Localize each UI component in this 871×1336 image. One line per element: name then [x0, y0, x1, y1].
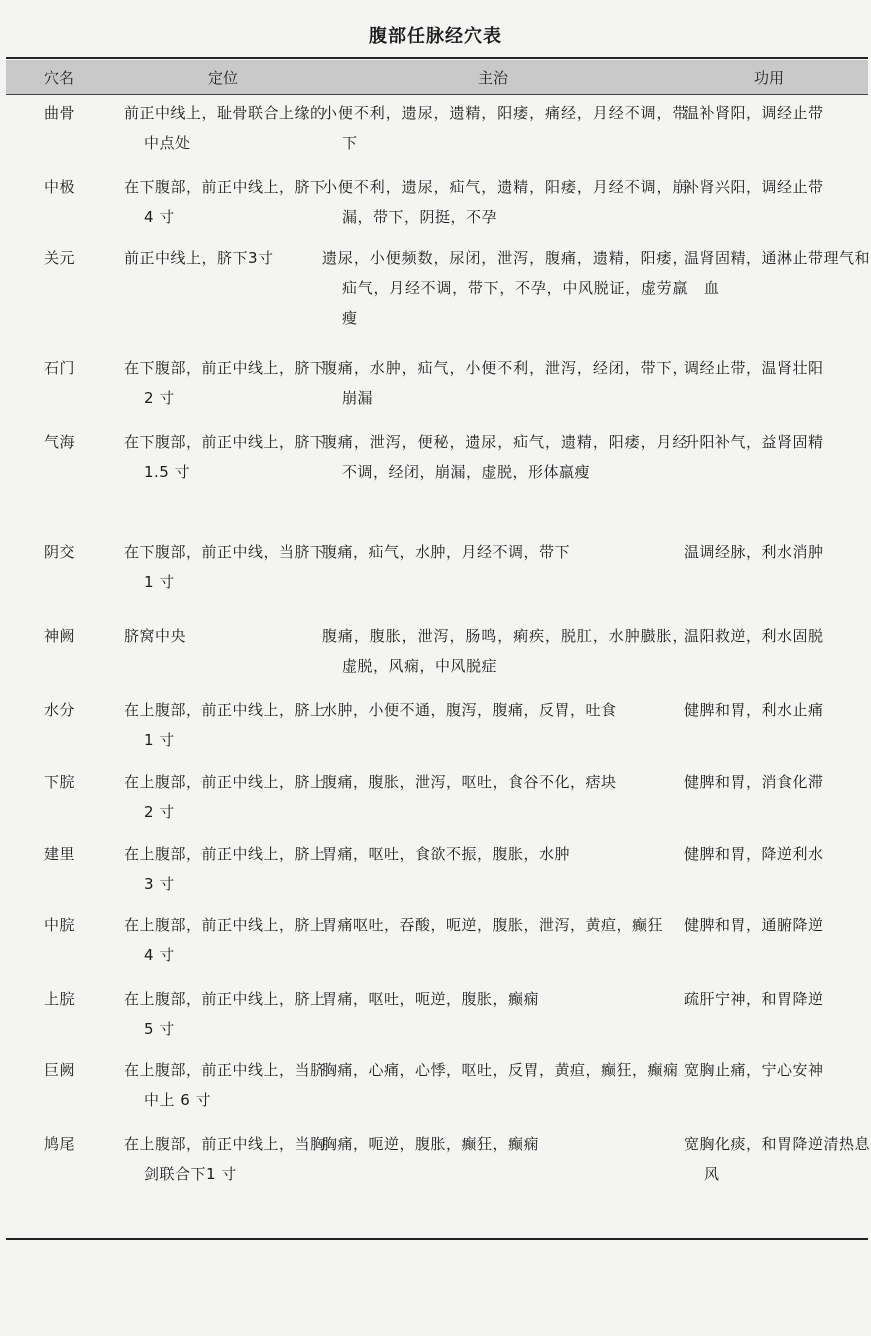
acupoint-location: 在上腹部，前正中线上，当胸剑联合下1 寸 — [124, 1135, 326, 1183]
acupoint-function: 温补肾阳，调经止带 — [684, 104, 824, 122]
acupoint-location: 在上腹部，前正中线上，脐上 1 寸 — [124, 701, 326, 749]
acupoint-indication: 遗尿，小便频数，尿闭，泄泻，腹痛，遗精，阳痿，疝气，月经不调，带下，不孕，中风脱证，虚劳羸瘦 — [322, 249, 688, 327]
acupoint-function: 健脾和胃，通腑降逆 — [684, 916, 824, 934]
acupoint-indication: 小便不利，遗尿，疝气，遗精，阳痿，月经不调，崩漏，带下，阴挺，不孕 — [322, 178, 688, 226]
header-location: 定位 — [208, 69, 239, 87]
acupoint-indication: 腹痛，腹胀，泄泻，肠鸣，痢疾，脱肛，水肿臌胀，虚脱，风痫，中风脱症 — [322, 627, 688, 675]
table-title: 腹部任脉经穴表 — [369, 26, 502, 47]
acupoint-indication: 腹痛，疝气，水肿，月经不调，带下 — [322, 543, 571, 561]
acupoint-name: 上脘 — [44, 990, 76, 1008]
acupoint-name: 水分 — [44, 701, 76, 719]
acupoint-indication: 腹痛，泄泻，便秘，遗尿，疝气，遗精，阳痿，月经不调，经闭，崩漏，虚脱，形体羸瘦 — [322, 433, 688, 481]
top-rule — [6, 57, 868, 59]
acupoint-location: 在上腹部，前正中线上，脐上 5 寸 — [124, 990, 326, 1038]
acupoint-function: 补肾兴阳，调经止带 — [684, 178, 824, 196]
acupoint-location: 前正中线上，脐下3寸 — [124, 249, 274, 267]
acupoint-location: 在上腹部，前正中线上，脐上 3 寸 — [124, 845, 326, 893]
acupoint-indication: 胃痛，呕吐，呃逆，腹胀，癫痫 — [322, 990, 540, 1008]
header-indication: 主治 — [478, 69, 509, 87]
acupoint-name: 关元 — [44, 249, 76, 267]
acupoint-location: 在上腹部，前正中线上，脐上 2 寸 — [124, 773, 326, 821]
acupoint-name: 石门 — [44, 359, 76, 377]
acupoint-indication: 胸痛，呃逆，腹胀，癫狂，癫痫 — [322, 1135, 540, 1153]
acupoint-name: 建里 — [44, 845, 76, 863]
acupoint-location: 在上腹部，前正中线上，脐上 4 寸 — [124, 916, 326, 964]
acupoint-indication: 腹痛，水肿，疝气，小便不利，泄泻，经闭，带下，崩漏 — [322, 359, 688, 407]
acupoint-location: 在上腹部，前正中线上，当脐中上 6 寸 — [124, 1061, 326, 1109]
acupoint-function: 健脾和胃，降逆利水 — [684, 845, 824, 863]
acupoint-location: 在下腹部，前正中线上，脐下 4 寸 — [124, 178, 326, 226]
acupoint-function: 宽胸化痰，和胃降逆清热息风 — [684, 1135, 871, 1183]
acupoint-name: 巨阙 — [44, 1061, 76, 1079]
acupoint-function: 疏肝宁神，和胃降逆 — [684, 990, 824, 1008]
header-name: 穴名 — [44, 69, 75, 87]
acupoint-function: 升阳补气，益肾固精 — [684, 433, 824, 451]
acupoint-indication: 水肿，小便不通，腹泻，腹痛，反胃，吐食 — [322, 701, 617, 719]
acupoint-indication: 胃痛呕吐，吞酸，呃逆，腹胀，泄泻，黄疸，癫狂 — [322, 916, 664, 934]
header-function: 功用 — [754, 69, 785, 87]
acupoint-name: 曲骨 — [44, 104, 76, 122]
acupoint-location: 在下腹部，前正中线，当脐下 1 寸 — [124, 543, 326, 591]
table-header — [6, 60, 868, 95]
acupoint-name: 中极 — [44, 178, 76, 196]
acupoint-indication: 胸痛，心痛，心悸，呕吐，反胃，黄疸，癫狂，癫痫 — [322, 1061, 679, 1079]
acupoint-name: 下脘 — [44, 773, 76, 791]
acupoint-indication: 小便不利，遗尿，遗精，阳痿，痛经，月经不调，带下 — [322, 104, 688, 152]
acupoint-name: 阴交 — [44, 543, 76, 561]
acupoint-name: 气海 — [44, 433, 76, 451]
acupoint-location: 前正中线上，耻骨联合上缘的中点处 — [124, 104, 326, 152]
acupoint-function: 健脾和胃，消食化滞 — [684, 773, 824, 791]
acupoint-location: 在下腹部，前正中线上，脐下 2 寸 — [124, 359, 326, 407]
acupoint-name: 神阙 — [44, 627, 76, 645]
acupoint-indication: 腹痛，腹胀，泄泻，呕吐，食谷不化，痞块 — [322, 773, 617, 791]
acupoint-name: 鸠尾 — [44, 1135, 76, 1153]
acupoint-function: 宽胸止痛，宁心安神 — [684, 1061, 824, 1079]
acupoint-function: 调经止带，温肾壮阳 — [684, 359, 824, 377]
acupoint-indication: 胃痛，呕吐，食欲不振，腹胀，水肿 — [322, 845, 571, 863]
acupoint-location: 脐窝中央 — [124, 627, 187, 645]
acupoint-function: 温肾固精，通淋止带理气和血 — [684, 249, 871, 297]
acupoint-function: 温调经脉，利水消肿 — [684, 543, 824, 561]
acupoint-location: 在下腹部，前正中线上，脐下 1.5 寸 — [124, 433, 326, 481]
acupoint-function: 健脾和胃，利水止痛 — [684, 701, 824, 719]
acupoint-function: 温阳救逆，利水固脱 — [684, 627, 824, 645]
bottom-rule — [6, 1238, 868, 1240]
acupoint-name: 中脘 — [44, 916, 76, 934]
